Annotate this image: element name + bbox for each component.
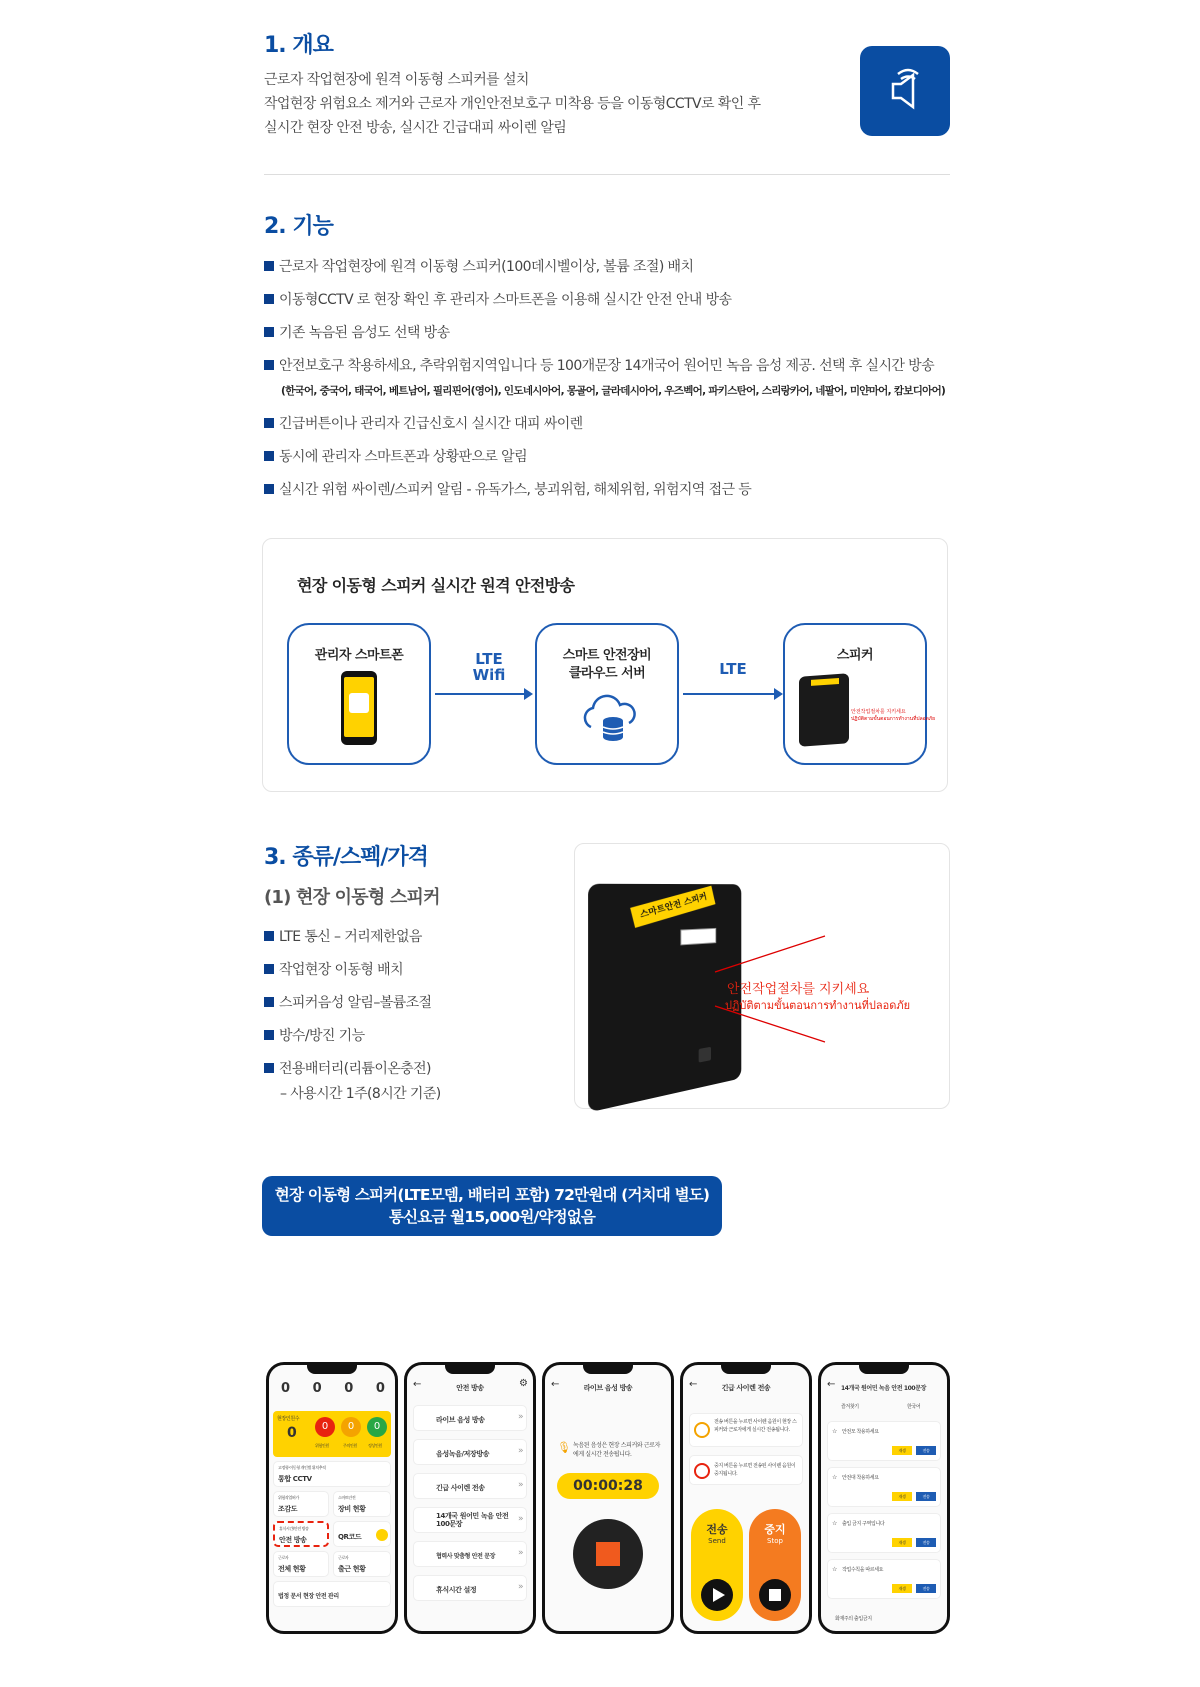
tile-sub: 스마트안전 (338, 1495, 356, 1500)
tile-label: 통합 CCTV (278, 1475, 312, 1483)
microphone-icon: 🎙 (557, 1441, 571, 1454)
node-label: 스마트 안전장비 (562, 648, 652, 663)
node-manager-smartphone (287, 623, 431, 765)
play-button[interactable]: 재생 (892, 1584, 912, 1593)
diagram-box (262, 538, 948, 792)
node-cloud-server (535, 623, 679, 765)
menu-item[interactable] (413, 1473, 527, 1499)
star-icon[interactable]: ☆ (832, 1520, 837, 1527)
link-label-lte-wifi (459, 651, 519, 683)
phone-dashboard (266, 1362, 398, 1634)
play-button[interactable]: 재생 (892, 1492, 912, 1501)
feature-item: 긴급버튼이나 관리자 긴급신호시 실시간 대피 싸이렌 (264, 413, 583, 433)
circle-label: 위험인원 (315, 1443, 329, 1448)
screen-title: 긴급 사이렌 전송 (721, 1384, 771, 1392)
back-arrow-icon[interactable]: ← (827, 1379, 836, 1390)
menu-item-label: 음성녹음/저장방송 (436, 1450, 490, 1458)
digit: 0 (344, 1381, 354, 1396)
overview-line: 근로자 작업현장에 원격 이동형 스피커를 설치 (264, 72, 529, 88)
play-icon (694, 1422, 710, 1438)
node-label: 스피커 (836, 648, 874, 663)
danger-count: 0 (315, 1417, 335, 1437)
speaker-image (799, 673, 849, 746)
status-panel (273, 1411, 391, 1457)
digit: 0 (312, 1381, 322, 1396)
node-label: 클라우드 서버 (568, 666, 646, 681)
qr-icon (376, 1529, 388, 1541)
menu-item-label: 긴급 사이렌 전송 (436, 1484, 485, 1492)
callout-text: ปฏิบัติตามขั้นตอนการทำงานที่ปลอดภัย (851, 716, 936, 722)
speaker-wireless-icon (860, 46, 950, 136)
tile-legal-docs[interactable] (273, 1581, 391, 1607)
tile-label: QR코드 (338, 1533, 362, 1541)
price-line: 현장 이동형 스피커(LTE모뎀, 배터리 포함) 72만원대 (거치대 별도) (274, 1186, 710, 1204)
tile-label: 안전 방송 (279, 1536, 307, 1544)
siren-info-send (689, 1413, 803, 1447)
phrase-label: 작업수칙을 따르세요 (842, 1567, 884, 1573)
star-icon[interactable]: ☆ (832, 1566, 837, 1573)
chevron-right-icon: » (518, 1514, 524, 1524)
phrase-item (827, 1559, 941, 1599)
send-button[interactable]: 전송 (916, 1492, 936, 1501)
price-line: 통신요금 월15,000원/약정없음 (388, 1208, 596, 1226)
feature-item: 안전보호구 착용하세요, 추락위험지역입니다 등 100개문장 14개국어 원어민 녹음 음성 제공. 선택 후 실시간 방송 (264, 355, 934, 375)
node-label: 관리자 스마트폰 (314, 648, 404, 663)
phone-broadcast-menu (404, 1362, 536, 1634)
link-label: Wifi (472, 666, 506, 684)
smartphone-icon (341, 671, 377, 745)
speaker-photo-box (574, 843, 950, 1109)
phone-phrases (818, 1362, 950, 1634)
arrow-right (435, 693, 531, 695)
siren-stop-button[interactable] (749, 1509, 801, 1621)
spec-sub-item: – 사용시간 1주(8시간 기준) (280, 1086, 441, 1102)
diagram-title: 현장 이동형 스피커 실시간 원격 안전방송 (297, 576, 575, 595)
tile-sub: 위험작업허가 (278, 1495, 299, 1500)
spec-item: 스피커음성 알림–볼륨조절 (264, 992, 431, 1012)
screen-title: 라이브 음성 방송 (583, 1384, 633, 1392)
star-icon[interactable]: ☆ (832, 1428, 837, 1435)
caution-count: 0 (341, 1417, 361, 1437)
overview-text (264, 68, 824, 140)
star-icon[interactable]: ☆ (832, 1474, 837, 1481)
play-button[interactable]: 재생 (892, 1538, 912, 1547)
phrase-label: 안전모 착용하세요 (842, 1429, 879, 1435)
speaker-sticker: 스마트안전 스피커 (630, 886, 715, 928)
siren-send-button[interactable] (691, 1509, 743, 1621)
section-title-overview: 1. 개요 (264, 33, 333, 58)
tile-label: 출근 현황 (338, 1565, 366, 1573)
menu-item[interactable] (413, 1507, 527, 1533)
chevron-right-icon: » (518, 1446, 524, 1456)
tile-sub: 근로자 (278, 1555, 289, 1560)
menu-item[interactable] (413, 1405, 527, 1431)
play-icon (701, 1579, 733, 1611)
feature-item: 동시에 관리자 스마트폰과 상황판으로 알림 (264, 446, 527, 466)
cloud-database-icon (577, 691, 641, 743)
menu-item-label: 14개국 원어민 녹음 안전 100문장 (436, 1512, 509, 1528)
tile-label: 법정 문서 현장 안전 관리 (278, 1593, 339, 1600)
callout-text: 안전작업절차를 지키세요 (851, 709, 906, 715)
callout-thai: ปฏิบัติตามขั้นตอนการทำงานที่ปลอดภัย (725, 999, 911, 1012)
phrase-label: 출입 금지 구역입니다 (842, 1521, 885, 1527)
back-arrow-icon[interactable]: ← (689, 1379, 698, 1390)
phrase-label: 안전대 착용하세요 (842, 1475, 879, 1481)
language-select[interactable]: 한국어 (907, 1404, 921, 1410)
tile-sub: 고정형·이동형 개인별 위치추적 (278, 1465, 326, 1470)
siren-desc: 중지 버튼을 누르면 전송된 사이렌 음원이 중지됩니다. (714, 1463, 796, 1477)
node-speaker (783, 623, 936, 765)
button-label: 중지 (764, 1523, 786, 1536)
siren-info-stop (689, 1455, 803, 1485)
tile-qr[interactable] (333, 1521, 391, 1547)
speaker-callout-small (851, 709, 936, 723)
button-label: 전송 (706, 1523, 728, 1536)
menu-item-label: 라이브 음성 방송 (436, 1416, 485, 1424)
spec-item: 전용배터리(리튬이온충전) (264, 1058, 431, 1078)
stop-icon (596, 1542, 620, 1566)
siren-desc: 전송 버튼을 누르면 사이렌 음원이 현장 스피커와 근로자에게 실시간 전송됩니다. (714, 1419, 797, 1433)
play-button[interactable]: 재생 (892, 1446, 912, 1455)
spec-item: 작업현장 이동형 배치 (264, 959, 403, 979)
favorites-tab[interactable]: 즐겨찾기 (841, 1404, 859, 1410)
phone-live-broadcast (542, 1362, 674, 1634)
stop-record-button[interactable] (573, 1519, 643, 1589)
tile-label: 전체 현황 (278, 1565, 306, 1573)
tile-safety-broadcast[interactable] (273, 1521, 329, 1547)
screen-title: 14개국 원어민 녹음 안전 100문장 (841, 1385, 926, 1392)
digit-display (281, 1381, 385, 1396)
phrase-item (827, 1513, 941, 1553)
chevron-right-icon: » (518, 1582, 524, 1592)
phrase-item (827, 1467, 941, 1507)
send-button[interactable]: 전송 (916, 1538, 936, 1547)
price-banner (262, 1176, 722, 1236)
send-button[interactable]: 전송 (916, 1584, 936, 1593)
live-desc: 녹음된 음성은 현장 스피커와 근로자에게 실시간 전송됩니다. (573, 1442, 660, 1458)
arrow-right (683, 693, 781, 695)
count-value: 0 (287, 1425, 297, 1441)
tile-label: 장비 현황 (338, 1505, 366, 1513)
timer: 00:00:28 (557, 1473, 659, 1499)
spec-item: 방수/방진 기능 (264, 1025, 365, 1045)
circle-label: 주의인원 (343, 1443, 357, 1448)
normal-count: 0 (367, 1417, 387, 1437)
feature-item: 근로자 작업현장에 원격 이동형 스피커(100데시벨이상, 볼륨 조절) 배치 (264, 256, 693, 276)
feature-item: 실시간 위험 싸이렌/스피커 알림 - 유독가스, 붕괴위험, 해체위험, 위험지역 접근 등 (264, 479, 751, 499)
divider (264, 174, 950, 175)
feature-item: 이동형CCTV 로 현장 확인 후 관리자 스마트폰을 이용해 실시간 안전 안내 방송 (264, 289, 731, 309)
digit: 0 (281, 1381, 291, 1396)
send-button[interactable]: 전송 (916, 1446, 936, 1455)
chevron-right-icon: » (518, 1412, 524, 1422)
menu-item[interactable] (413, 1541, 527, 1567)
chevron-right-icon: » (518, 1480, 524, 1490)
languages-list: (한국어, 중국어, 태국어, 베트남어, 필리핀어(영어), 인도네시아어, 몽골어, 글라데시아어, 우즈벡어, 파키스탄어, 스리랑카어, 네팔어, 미얀마어, 캄보디아어) (281, 385, 946, 397)
tile-equipment[interactable] (333, 1491, 391, 1517)
link-label: LTE (475, 650, 503, 668)
chevron-right-icon: » (518, 1548, 524, 1558)
digit: 0 (375, 1381, 385, 1396)
stop-icon (759, 1579, 791, 1611)
back-arrow-icon[interactable]: ← (413, 1379, 422, 1390)
button-sublabel: Send (708, 1537, 726, 1545)
stop-icon (694, 1463, 710, 1479)
tile-workers-all[interactable] (273, 1551, 329, 1577)
phrase-item (827, 1421, 941, 1461)
menu-item[interactable] (413, 1575, 527, 1601)
link-label-lte: LTE (719, 660, 747, 678)
overview-line: 실시간 현장 안전 방송, 실시간 긴급대피 싸이렌 알림 (264, 120, 567, 136)
tile-bird-view[interactable] (273, 1491, 329, 1517)
phone-siren (680, 1362, 812, 1634)
menu-item-label: 휴식시간 설정 (436, 1586, 477, 1594)
menu-item[interactable] (413, 1439, 527, 1465)
overview-line: 작업현장 위험요소 제거와 근로자 개인안전보호구 미착용 등을 이동형CCTV로 확인 후 (264, 96, 761, 112)
section-title-spec: 3. 종류/스펙/가격 (264, 845, 428, 870)
feature-item: 기존 녹음된 음성도 선택 방송 (264, 322, 450, 342)
callout-korean: 안전작업절차를 지키세요 (727, 982, 870, 997)
menu-item-label: 협력사 맞춤형 안전 문장 (436, 1553, 496, 1560)
gear-icon[interactable]: ⚙ (519, 1378, 528, 1389)
section-title-features: 2. 기능 (264, 214, 333, 239)
cctv-tile[interactable] (273, 1461, 391, 1487)
button-sublabel: Stop (767, 1537, 783, 1545)
tile-label: 조감도 (278, 1505, 298, 1513)
tile-workers-attend[interactable] (333, 1551, 391, 1577)
count-label: 현장인원수 (277, 1416, 300, 1422)
spec-subtitle: (1) 현장 이동형 스피커 (264, 887, 440, 908)
spec-item: LTE 통신 – 거리제한없음 (264, 926, 422, 946)
phrase-label: 화재주의 출입금지 (835, 1616, 872, 1622)
screen-title: 안전 방송 (456, 1384, 484, 1392)
circle-label: 정상인원 (368, 1443, 382, 1448)
tile-sub: 근로자 (338, 1555, 349, 1560)
back-arrow-icon[interactable]: ← (551, 1379, 560, 1390)
tile-sub: 휴식시간/안전 방송 (279, 1526, 309, 1531)
